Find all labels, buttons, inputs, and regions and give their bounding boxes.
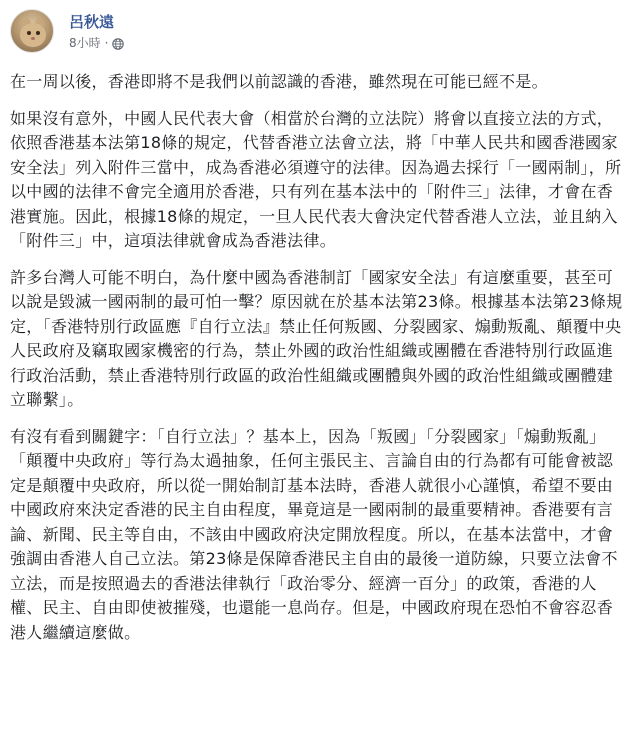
privacy-globe-icon[interactable] xyxy=(112,35,124,51)
avatar-cat-face xyxy=(20,23,46,47)
post-subline xyxy=(69,35,124,51)
globe-icon xyxy=(112,38,124,50)
post-timestamp[interactable]: 8小時 xyxy=(69,36,101,50)
avatar-cat-eye-left xyxy=(27,31,31,35)
meta-separator: · xyxy=(104,36,109,50)
avatar-cat-eye-right xyxy=(36,31,40,35)
avatar-cat-nose xyxy=(31,37,35,40)
post-body xyxy=(10,70,624,645)
post-header xyxy=(10,9,124,53)
post-paragraph: 有沒有看到關鍵字：「自行立法」？基本上，因為「叛國」「分裂國家」「煽動叛亂」「顛覆中央政府」等行為太過抽象，任何主張民主、言論自由的行為都有可能會被認定是顛覆中央政府，所以從一開始制訂基本法時，香港人就很小心謹慎，希望不要由中國政府來決定香港的民主自由程度，畢竟這是一國兩制的最重要精神。香港要有言論、新聞、民主等自由，不該由中國政府決定開放程度。所以，在基本法當中，才會強調由香港人自己立法。第23條是保障香港民主自由的最後一道防線，只要立法會不立法，而是按照過去的香港法律執行「政治零分、經濟一百分」的政策，香港的人權、民主、自由即使被摧殘，也還能一息尚存。但是，中國政府現在恐怕不會容忍香港人繼續這麼做。 xyxy=(10,426,618,642)
post-paragraph: 在一周以後，香港即將不是我們以前認識的香港，雖然現在可能已經不是。 xyxy=(10,72,548,91)
author-name-link[interactable]: 呂秋遠 xyxy=(69,13,115,31)
avatar[interactable] xyxy=(10,9,54,53)
post-paragraph: 許多台灣人可能不明白，為什麼中國為香港制訂「國家安全法」有這麼重要，甚至可以說是毀滅一國兩制的最可怕一擊？原因就在於基本法第23條。根據基本法第23條規定，「香港特別行政區應『自行立法』禁止任何叛國、分裂國家、煽動叛亂、顛覆中央人民政府及竊取國家機密的行為，禁止外國的政治性組織或團體在香港特別行政區進行政治活動，禁止香港特別行政區的政治性組織或團體與外國的政治性組織或團體建立聯繫」。 xyxy=(10,267,623,409)
post-paragraph: 如果沒有意外，中國人民代表大會（相當於台灣的立法院）將會以直接立法的方式，依照香港基本法第18條的規定，代替香港立法會立法，將「中華人民共和國香港國家安全法」列入附件三當中，成為香港必須遵守的法律。因為過去採行「一國兩制」，所以中國的法律不會完全適用於香港，只有列在基本法中的「附件三」法律，才會在香港實施。因此，根據18條的規定，一旦人民代表大會決定代替香港人立法，並且納入「附件三」中，這項法律就會成為香港法律。 xyxy=(10,108,622,250)
post-meta xyxy=(69,9,124,51)
